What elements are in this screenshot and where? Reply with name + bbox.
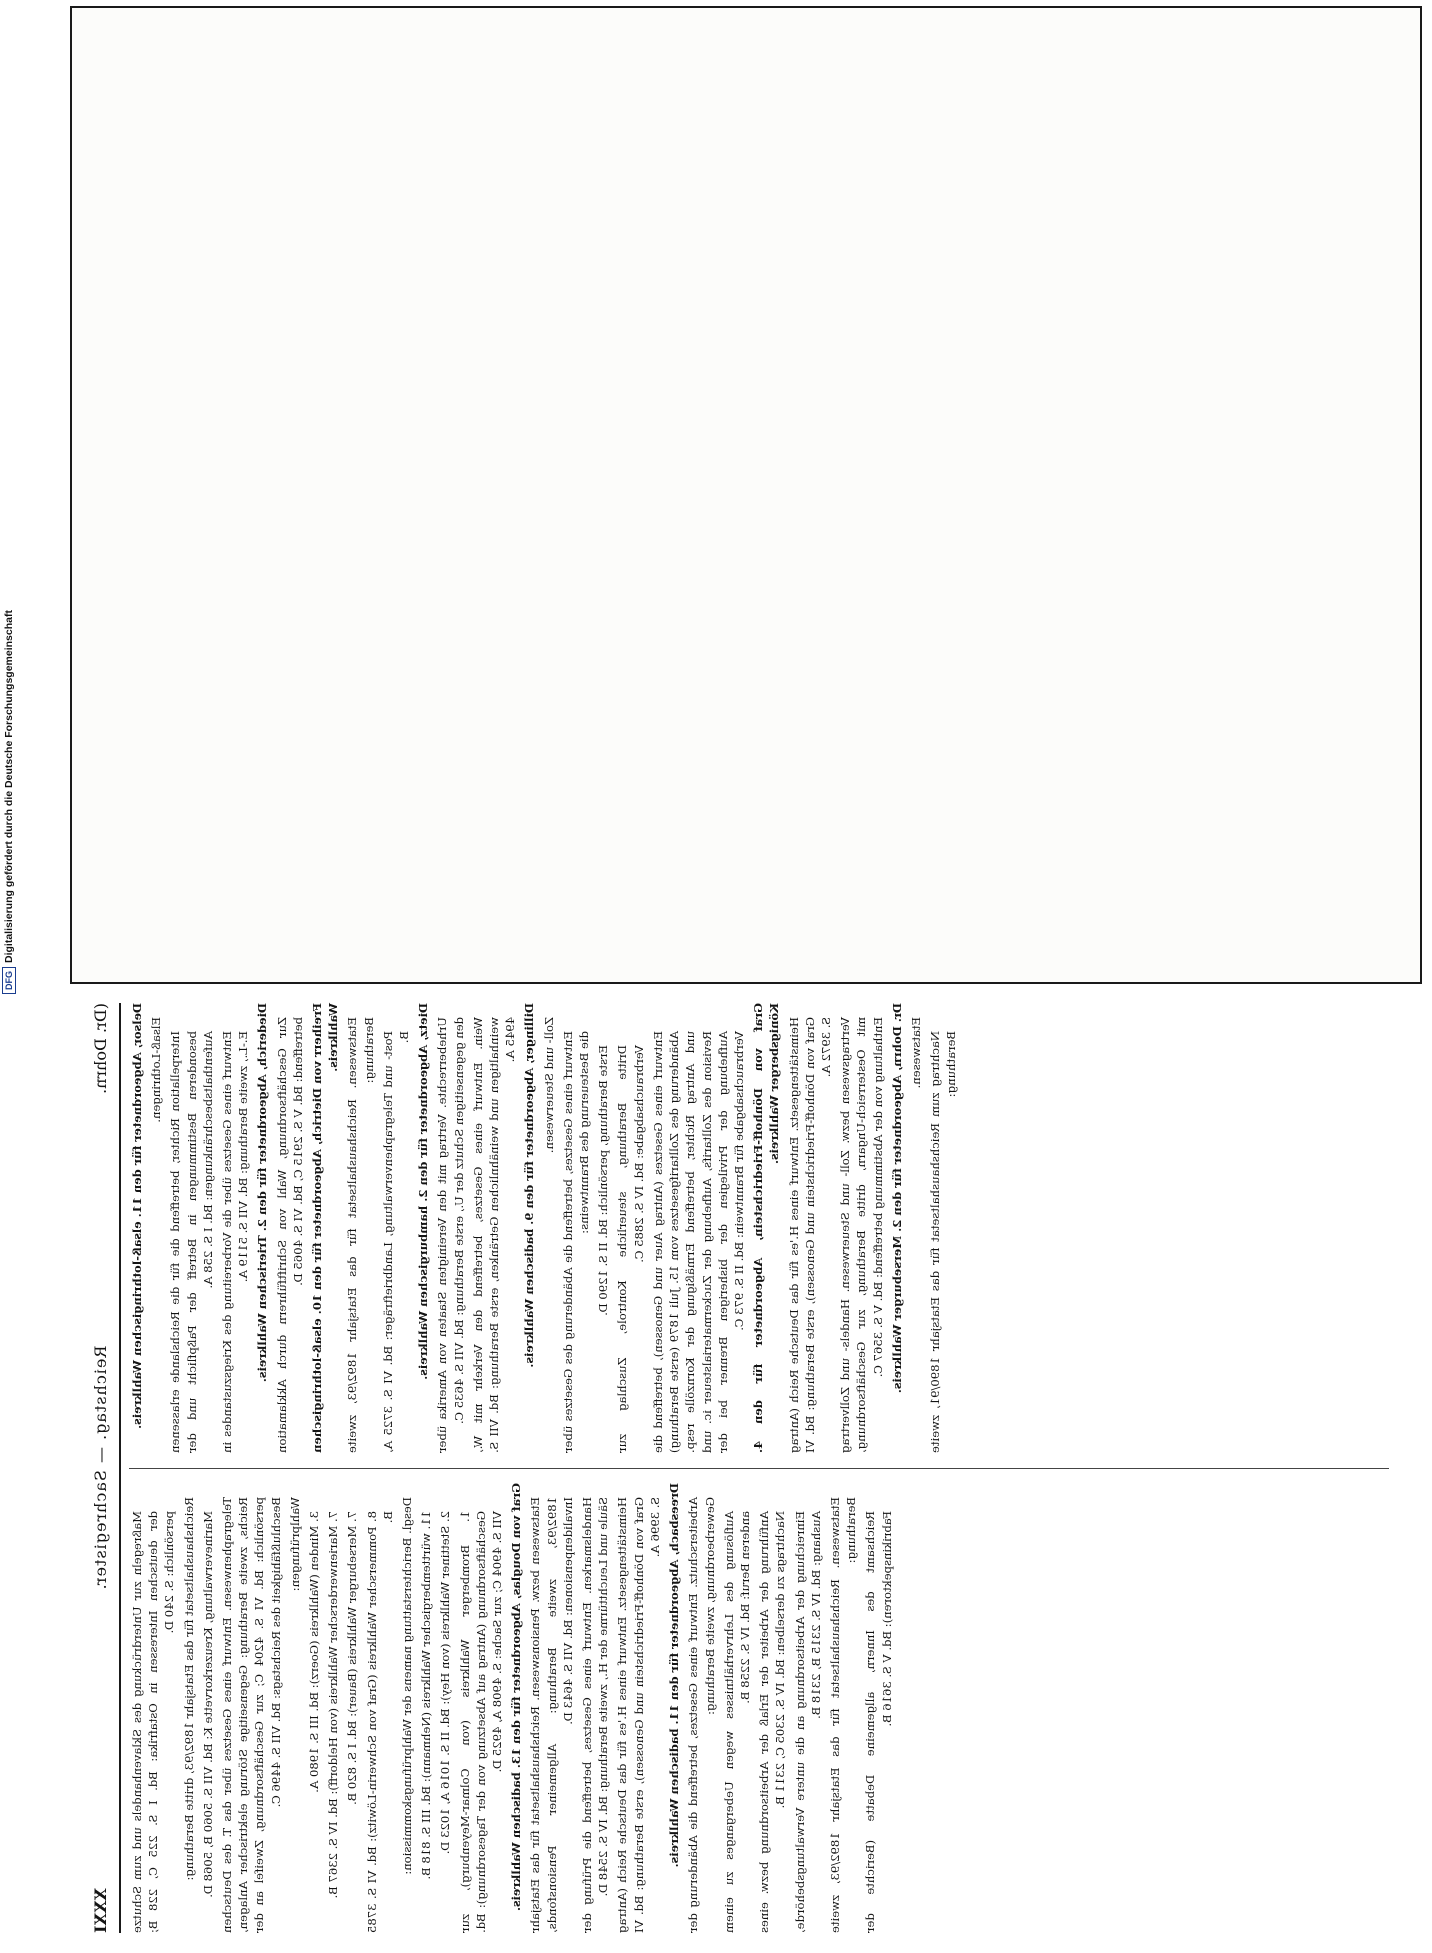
index-entry: Interpellation Richter, betreffend die für die Reichslande erlassenen besonderen Bestimmungen in Betreff der Paßpflicht und der Aufenthaltsbeschränkungen: Bd. I S. 258 A. xyxy=(168,1031,215,1453)
index-heading: Dillinger, Abgeordneter für den 9. badischen Wahlkreis. xyxy=(522,1003,537,1368)
index-entry: Heimstättengesetz. Entwurf eines H.'es für das Deutsche Reich (Antrag Graf von Dönhoff-Friedrichstein und Genossen), erste Berathung: Bd. VI S. 3996 A. xyxy=(615,1497,662,1933)
index-entry: 3. Minden (Wahlkreis (Goerz): Bd. III S. 1980 A. xyxy=(307,1511,322,1793)
index-entry: Reichshaushaltsetat für das Etatsjahr 1892/93, dritte Berathung: xyxy=(181,1497,196,1881)
digitization-note xyxy=(2,14,16,994)
index-entry: Marineverwaltung, Kreuzerkorvette K: Bd. VII S. 5060 B, 5068 D. xyxy=(200,1511,215,1898)
digitization-sidebar xyxy=(0,0,18,1000)
index-entry: Zoll- und Steuerwesen. xyxy=(541,1017,556,1154)
index-entry: 11. württembergischer Wahlkreis (Nehmann): Bd. III S. 818 B. xyxy=(419,1511,434,1880)
digitization-note-text: Digitalisierung gefördert durch die Deutsche Forschungsgemeinschaft xyxy=(3,610,15,963)
index-heading: Freiherr von Dietrich, Abgeordneter für den 10. elsaß-lothringischen Wahlkreis. xyxy=(310,1003,341,1453)
index-entry: Desgl. Berichterstattung namens der Wahlprüfungskommission: xyxy=(400,1497,415,1875)
index-entry: Maßregeln zur Unterdrückung des Sklavenhandels und zum Schutze der deutschen Interessen in Ostafrika: Bd. I S. 225 C, 228 B; persönlich: S. 240 D. xyxy=(130,1511,177,1933)
index-entry: Handelsmarken. Entwurf eines Gesetzes, betreffend die Prüfung der Säule und Leuchttürme der H., zweite Berathung: Bd. IV S. 2548 D. xyxy=(580,1497,611,1933)
index-entry: Anführung der Arbeiter der Erlaß der Arbeitsordnung bezw. eines Nachtrags zu derselben: Bd. IV S. 2305 C, 2311 B. xyxy=(757,1511,788,1933)
running-head-title: Reichstag. — Sachregister. xyxy=(91,1345,110,1591)
index-entry: Dritte Berathung, steuerliche Kontrole, Zuschlag zur Verbrauchsabgabe: Bd. IV S. 2885 C. xyxy=(615,1045,646,1453)
index-entry: Auflösung des Lehrverhältnisses wegen Ueberganges zu einem anderen Beruf: Bd. IV S. 2258 B. xyxy=(721,1511,752,1933)
index-heading: Diederich, Abgeordneter für den 2. Trierischen Wahlkreis. xyxy=(255,1003,270,1383)
page-border xyxy=(70,6,1422,1933)
index-heading: Delsor, Abgeordneter für den 11. elsaß-lothringischen Wahlkreis. xyxy=(130,1003,144,1429)
index-entry: Vertragswesen bezw. Zoll- und Steuerwesen. Handels- und Zollvertrag mit Oesterreich-Ungarn, dritte Berathung, zur Geschäftsordnung, Enthaltung von der Abstimmung betreffend: Bd. V S. 3567 C. xyxy=(838,1017,885,1453)
rotated-index-page xyxy=(77,983,1422,1953)
page-number: XXXI xyxy=(91,1888,110,1933)
index-heading: Dietz, Abgeordneter für den 2. hamburgischen Wahlkreis. xyxy=(416,1003,431,1380)
index-entry: Entwurf eines Gesetzes über die Vorbereitung des Kriegszustandes in E.-L., zweite Berathung: Bd. VII S. 5119 A. xyxy=(220,1031,251,1453)
index-entry: 8. Pommerscher Wahlkreis (Graf von Schwerin-Löwitz): Bd. VI S. 3785 B. xyxy=(364,1511,395,1933)
column-divider xyxy=(129,1468,1389,1469)
index-entry: Post- und Telegraphenverwaltung, Landbriefträger: Bd. VI S. 3725 A, B. xyxy=(380,1031,412,1453)
index-entry: 2. Stettiner Wahlkreis (von Hey): Bd. II S. 1016 A, 1023 D. xyxy=(438,1511,453,1855)
index-heading: Graf von Douglas, Abgeordneter für den 13. badischen Wahlkreis. xyxy=(509,1483,524,1912)
index-heading: Dreesbach, Abgeordneter für den 11. badischen Wahlkreis. xyxy=(667,1483,682,1868)
running-head-left: (Dr. Dohrn. xyxy=(91,1003,110,1094)
index-entry: Etatswesen. Reichshaushaltsetat für das Etatsjahr 1892/93, zweite Berathung: xyxy=(827,1497,859,1933)
index-entry: Telegraphenwesen. Entwurf eines Gesetzes über das T. des Deutschen Reichs, zweite Berathung: Gegenseitige Störung elektrischer Anlagen, persönlich: Bd. VI S. 4204 C; zur Geschäftsordnung, Zweifel an der Beschlußfähigkeit des Reichstags: Bd. VII S. 4496 C. xyxy=(220,1497,283,1933)
index-entry: Heimstättengesetz. Entwurf eines H.'es für das Deutsche Reich (Antrag Graf von Dönhoff-Friedrichstein und Genossen), erste Berathung: Bd. VI S. 3972 A. xyxy=(786,1017,833,1453)
index-entry: Etatswesen bezw. Pensionswesen. Reichshaushaltsetat für das Etatsjahr 1892/93, zweite Berathung: Allgemeiner Pensionsfonds, Invalidenpensionen: Bd. VII S. 4643 D. xyxy=(528,1497,575,1933)
left-column xyxy=(129,1003,1389,1453)
index-entry: Elsaß-Lothringen. xyxy=(149,1017,164,1123)
index-entry: Etatswesen. xyxy=(908,1017,923,1089)
index-entry: Reichsamt des Innern, allgemeine Debatte (Berichte der Fabrikinspektoren): Bd. V S. 3616 B. xyxy=(863,1511,894,1933)
index-entry: Wahlprüfungen: xyxy=(287,1497,302,1592)
index-entry: 7. Merseburger Wahlkreis (Bauer): Bd. I S. 820 B. xyxy=(345,1511,360,1805)
index-heading: Dr. Dohrn, Abgeordneter für den 2. Merseburger Wahlkreis. xyxy=(889,1003,904,1394)
index-entry: Erste Berathung, persönlich: Bd. II S. 1290 D. xyxy=(596,1045,611,1316)
right-column xyxy=(129,1483,1389,1933)
index-entry: Zur Geschäftsordnung, Wahl von Schriftführern durch Akklamation betreffend: Bd. V S. 2915 C, Bd. VI S. 4065 D. xyxy=(274,1017,305,1453)
index-entry: Entwurf eines Gesetzes (Antrag Auer und Genossen), betreffend die Abänderung des Zolltarifgesetzes vom 15. Juli 1879 (erste Berathung) und Antrag Richter, betreffend Ermäßigung der Kornzölle resp. Revision des Zolltarifs, Aufhebung der Zuckermaterialsteuer ic. und Aufhebung der Privilegien der bisherigen Brenner bei der Verbrauchsabgabe für Branntwein: Bd. II S. 973 C. xyxy=(650,1031,746,1453)
index-entry: Urheberrechte. Vertrag mit den Vereinigten Staaten von Amerika über den gegenseitigen Schutz der U., erste Berathung: Bd. VII S. 4635 C. xyxy=(435,1017,466,1453)
index-heading: Graf von Dönhoff-Friedrichstein, Abgeordneter für den 4. Königsberger Wahlkreis. xyxy=(751,1003,782,1453)
index-entry: Wein. Entwurf eines Gesetzes, betreffend den Verkehr mit W., weinhaltigen und weinähnlichen Getränken, erste Berathung: Bd. VII S. 4945 A. xyxy=(470,1017,518,1453)
dfg-logo: DFG xyxy=(2,967,16,994)
page-header xyxy=(91,1003,121,1933)
index-entry: Nachtrag zum Reichshaushaltsetat für das Etatsjahr 1890/91, zweite Berathung: xyxy=(928,1031,959,1453)
index-entry: 7. Marienwerderscher Wahlkreis (von Heldorff): Bd. IV S. 2367 B. xyxy=(326,1511,341,1899)
index-entry: Arbeiterschutz. Entwurf eines Gesetzes, betreffend die Abänderung der Gewerbeordnung, zweite Berathung: xyxy=(686,1497,717,1933)
index-entry: 1. Bromberger Wahlkreis (von Colmar-Meyenburg), zur Geschäftsordnung (Antrag auf Absetzung von der Tagesordnung): Bd. VII S. 4904 C; zur Sache: S. 4908 A, 4925 D. xyxy=(457,1511,505,1933)
index-entry: Einreichung der Arbeitsordnung an die untere Verwaltungsbehörde, Aushang: Bd. IV S. 2315 B, 2318 B. xyxy=(792,1511,823,1933)
index-entry: Entwurf eines Gesetzes, betreffend die Abänderung des Gesetzes über die Besteuerung des Branntweins: xyxy=(560,1031,592,1453)
index-entry: Etatswesen. Reichshaushaltsetat für das Etatsjahr 1892/93, zweite Berathung: xyxy=(345,1017,376,1453)
